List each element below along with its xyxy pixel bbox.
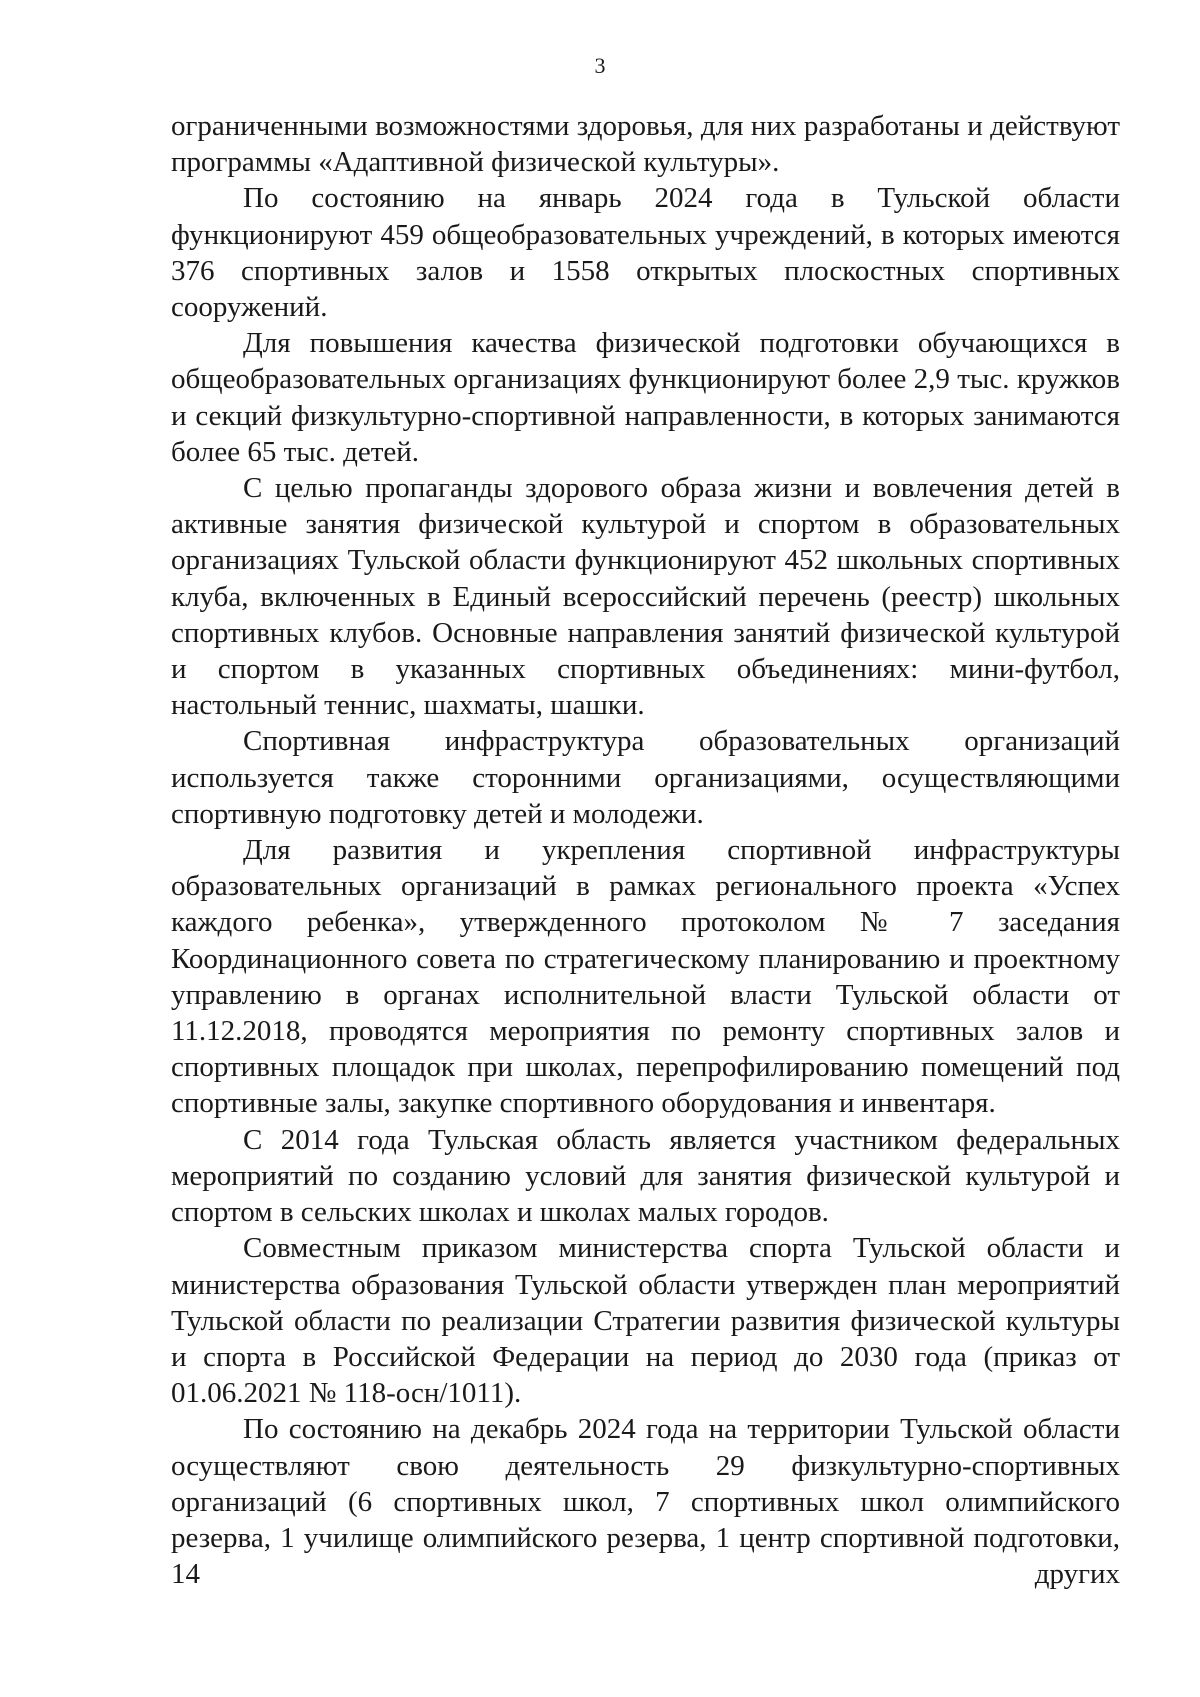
paragraph: Для повышения качества физической подготовки обучающихся в общеобразовательных организациях функционируют более 2,9 тыс. кружков и секций физкультурно-спортивной направленности, в которых занимаются более 65 тыс. детей. [171, 327, 1120, 468]
document-body [171, 108, 1120, 1592]
paragraph: По состоянию на январь 2024 года в Тульской области функционируют 459 общеобразовательных учреждений, в которых имеются 376 спортивных залов и 1558 открытых плоскостных спортивных сооружений. [171, 182, 1120, 324]
page-number: 3 [594, 53, 606, 78]
paragraph: ограниченными возможностями здоровья, для них разработаны и действуют программы «Адаптивной физической культуры». [171, 110, 1120, 179]
paragraph: По состоянию на декабрь 2024 года на территории Тульской области осуществляют свою деятельность 29 физкультурно-спортивных организаций (6 спортивных школ, 7 спортивных школ олимпийского резерва, 1 училище олимпийского резерва, 1 центр спортивной подготовки, 14 других [171, 1413, 1120, 1591]
paragraph: Совместным приказом министерства спорта Тульской области и министерства образования Тульской области утвержден план мероприятий Тульской области по реализации Стратегии развития физической культуры и спорта в Российской Федерации на период до 2030 года (приказ от 01.06.2021 № 118-осн/1011). [171, 1232, 1120, 1410]
paragraph: Для развития и укрепления спортивной инфраструктуры образовательных организаций в рамках регионального проекта «Успех каждого ребенка», утвержденного протоколом № 7 заседания Координационного совета по стратегическому планированию и проектному управлению в органах исполнительной власти Тульской области от 11.12.2018, проводятся мероприятия по ремонту спортивных залов и спортивных площадок при школах, перепрофилированию помещений под спортивные залы, закупке спортивного оборудования и инвентаря. [171, 834, 1120, 1120]
paragraph: С 2014 года Тульская область является участником федеральных мероприятий по созданию условий для занятия физической культурой и спортом в сельских школах и школах малых городов. [171, 1123, 1120, 1229]
paragraph: С целью пропаганды здорового образа жизни и вовлечения детей в активные занятия физической культурой и спортом в образовательных организациях Тульской области функционируют 452 школьных спортивных клуба, включенных в Единый всероссийский перечень (реестр) школьных спортивных клубов. Основные направления занятий физической культурой и спортом в указанных спортивных объединениях: мини-футбол, настольный теннис, шахматы, шашки. [171, 472, 1120, 722]
paragraph: Спортивная инфраструктура образовательных организаций используется также сторонними организациями, осуществляющими спортивную подготовку детей и молодежи. [171, 725, 1120, 830]
